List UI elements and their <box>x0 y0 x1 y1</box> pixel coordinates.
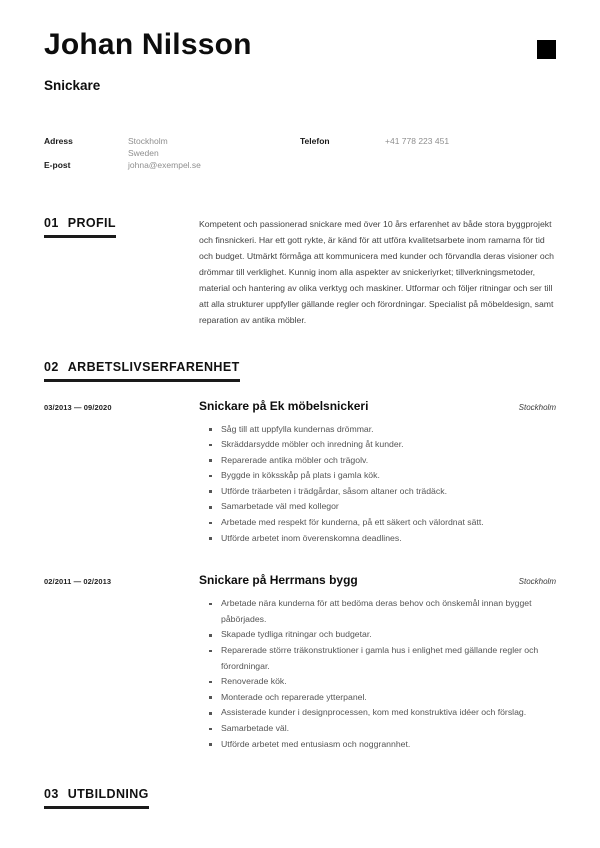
header <box>44 0 556 62</box>
job-bullet: Reparerade antika möbler och trägolv. <box>199 453 556 469</box>
section-profile-title: PROFIL <box>67 215 116 230</box>
section-experience-heading <box>44 360 240 382</box>
section-education-title: UTBILDNING <box>67 787 149 802</box>
job-bullet: Byggde in köksskåp på plats i gamla kök. <box>199 468 556 484</box>
section-education <box>44 785 556 809</box>
section-experience-title: ARBETSLIVSERFARENHET <box>67 359 240 374</box>
address-line1: Stockholm <box>128 136 168 146</box>
job-bullet: Samarbetade väl. <box>199 721 556 737</box>
phone-value: +41 778 223 451 <box>385 136 450 146</box>
job-bullet: Arbetade nära kunderna för att bedöma deras behov och önskemål innan bygget påbörjades. <box>199 596 556 627</box>
job-dates: 02/2011 — 02/2013 <box>44 577 112 587</box>
job-title: Snickare på Ek möbelsnickeri <box>199 398 369 413</box>
job-location: Stockholm <box>518 402 556 412</box>
email-value: johna@exempel.se <box>128 160 201 170</box>
address-line2: Sweden <box>128 147 159 158</box>
section-profile-heading <box>44 216 116 238</box>
job-bullet: Renoverade kök. <box>199 674 556 690</box>
job-bullet: Arbetade med respekt för kunderna, på ett säkert och välordnat sätt. <box>199 515 556 531</box>
person-name: Johan Nilsson <box>44 28 252 61</box>
person-job-title: Snickare <box>44 78 101 93</box>
job-bullet-list <box>199 596 556 752</box>
job-bullet-list <box>199 422 556 547</box>
email-label: E-post <box>44 160 71 170</box>
phone-label: Telefon <box>300 136 330 146</box>
job-title: Snickare på Herrmans bygg <box>199 573 358 588</box>
job-bullet: Skräddarsydde möbler och inredning åt kunder. <box>199 437 556 453</box>
job-dates: 03/2013 — 09/2020 <box>44 402 112 412</box>
job-bullet: Utförde arbetet med entusiasm och noggrannhet. <box>199 737 556 753</box>
section-experience <box>44 358 556 753</box>
job-bullet: Skapade tydliga ritningar och budgetar. <box>199 627 556 643</box>
address-value <box>128 136 300 159</box>
job-bullet: Samarbetade väl med kollegor <box>199 499 556 515</box>
job-bullet: Utförde träarbeten i trädgårdar, såsom altaner och trädäck. <box>199 484 556 500</box>
profile-text: Kompetent och passionerad snickare med över 10 års erfarenhet av både stora byggprojekt och finsnickeri. Har ett gott rykte, är känd för att utföra kvalitetsarbete inom ramarna för tid och budget. Utmärkt förmåga att kommunicera med kunder och förvandla deras visioner och drömmar till verklighet. Kunnig inom alla aspekter av snickeriyrket; tillverkningsmetoder, material och hantering av olika verktyg och maskiner. Utformar och följer ritningar och ser till att alla strukturer uppfyller gällande regler och förordningar. Specialist på möbeldesign, samt reparation av antika möbler. <box>199 218 554 325</box>
address-label: Adress <box>44 136 73 146</box>
job-entry <box>44 573 556 587</box>
section-education-heading <box>44 787 149 809</box>
job-bullet: Monterade och reparerade ytterpanel. <box>199 690 556 706</box>
section-profile <box>44 214 556 328</box>
section-experience-number: 02 <box>44 359 59 374</box>
black-square-logo <box>537 40 556 59</box>
job-bullet: Reparerade större träkonstruktioner i gamla hus i enlighet med gällande regler och förordningar. <box>199 643 556 674</box>
job-bullet: Såg till att uppfylla kundernas drömmar. <box>199 422 556 438</box>
job-location: Stockholm <box>518 577 556 587</box>
job-entry <box>44 399 556 413</box>
contact-block <box>44 136 556 172</box>
job-bullet: Utförde arbetet inom överenskomna deadlines. <box>199 531 556 547</box>
job-bullet: Assisterade kunder i designprocessen, kom med konstruktiva idéer och förslag. <box>199 705 556 721</box>
section-profile-number: 01 <box>44 215 59 230</box>
section-education-number: 03 <box>44 787 59 802</box>
